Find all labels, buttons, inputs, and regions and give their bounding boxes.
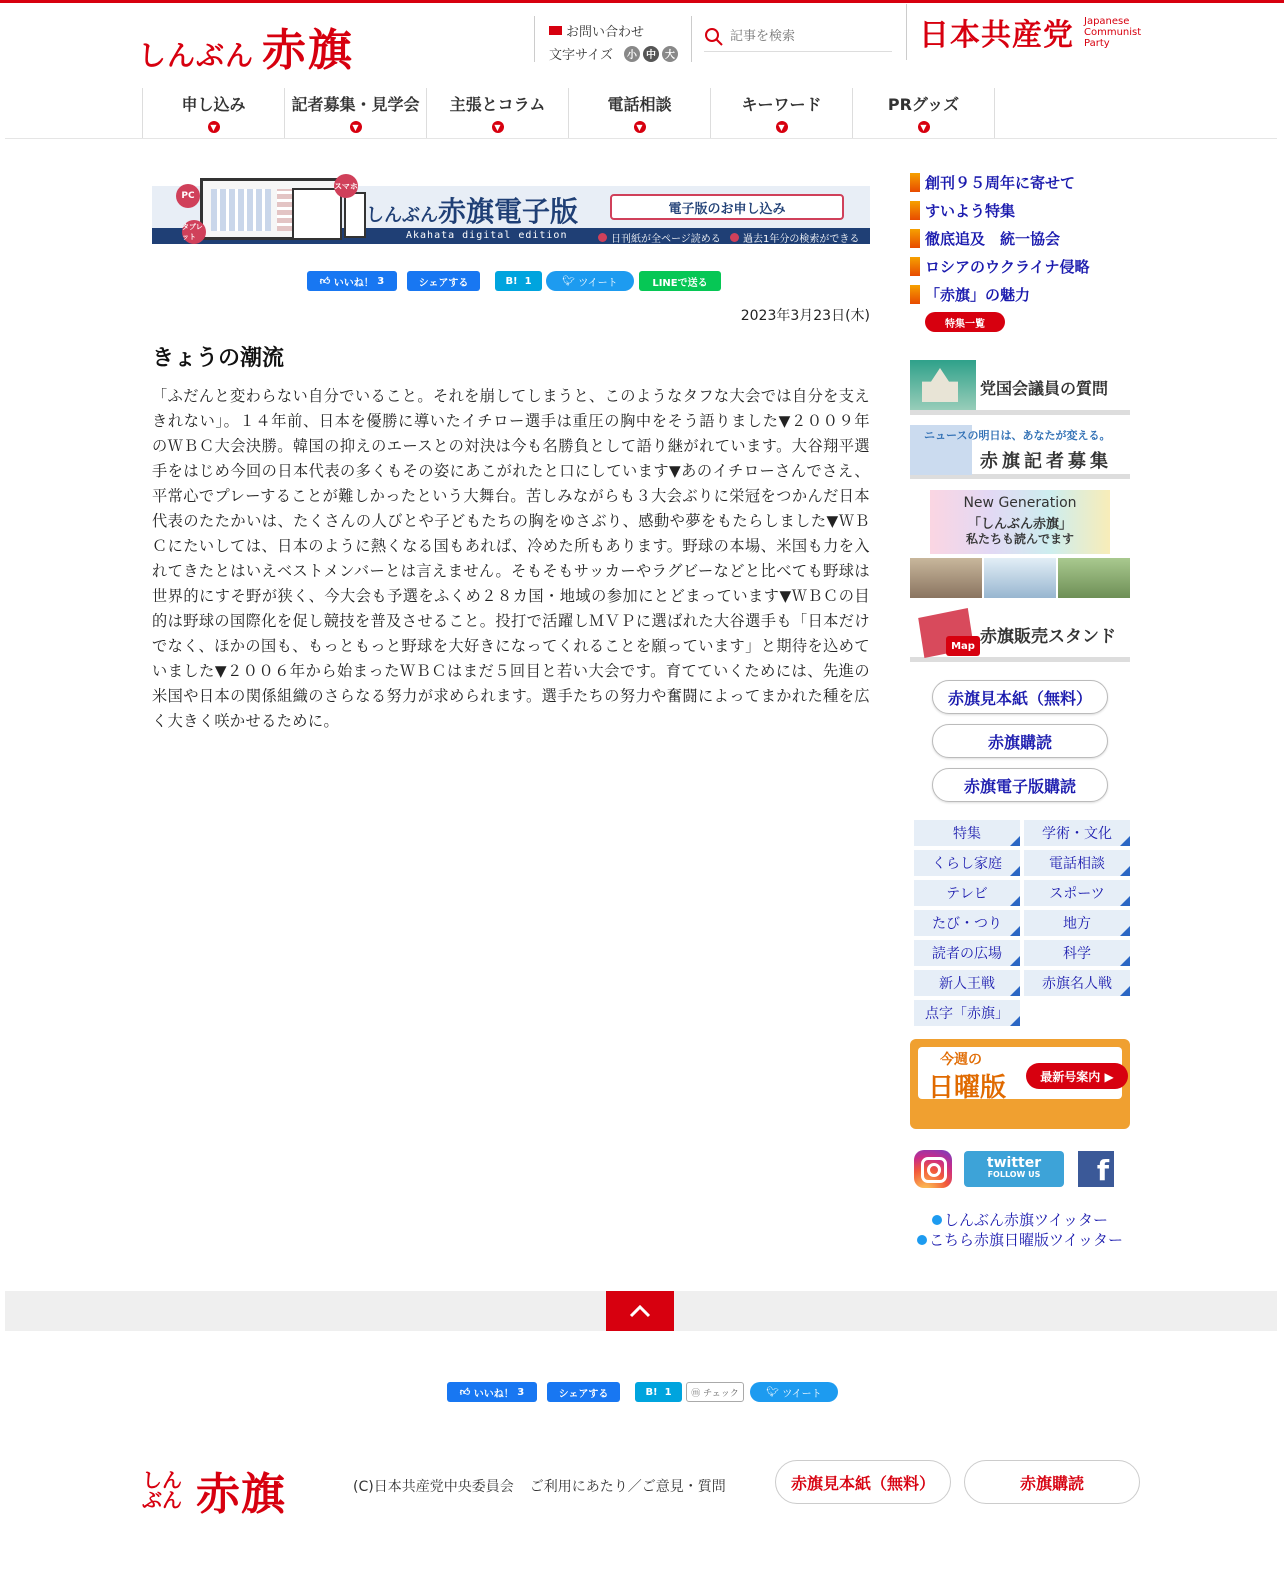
header-divider bbox=[5, 138, 1277, 139]
akahata-twitter-link[interactable] bbox=[870, 1209, 1170, 1230]
chevron-down-icon: ▼ bbox=[634, 121, 646, 133]
digital-edition-banner[interactable] bbox=[152, 176, 870, 244]
facebook-share-button[interactable]: シェアする bbox=[407, 271, 480, 291]
banner-title-small: しんぶん bbox=[366, 205, 438, 226]
font-size-control bbox=[549, 44, 691, 63]
tweet-button[interactable] bbox=[546, 271, 634, 291]
recruit-label: 赤旗記者募集 bbox=[980, 451, 1112, 472]
nav-item-label: PRグッズ bbox=[887, 95, 960, 114]
category-link[interactable]: 学術・文化 bbox=[1024, 820, 1130, 846]
sunday-title: 日曜版 bbox=[928, 1073, 1007, 1103]
font-size-label: 文字サイズ bbox=[549, 48, 613, 63]
footer-share-bar bbox=[447, 1382, 838, 1402]
search-input[interactable] bbox=[730, 29, 880, 44]
thumbs-up-icon: 👍︎ bbox=[319, 276, 331, 287]
feature-bar-icon bbox=[910, 257, 920, 276]
feature-bar-icon bbox=[910, 229, 920, 248]
new-gen-line3: 私たちも読んでます bbox=[965, 532, 1074, 546]
banner-feature bbox=[730, 230, 859, 245]
twitter-follow-button[interactable] bbox=[964, 1151, 1064, 1187]
nav-item-phone-consult[interactable] bbox=[569, 88, 711, 138]
chevron-down-icon: ▼ bbox=[208, 121, 220, 133]
nav-item-label: 電話相談 bbox=[607, 95, 672, 114]
nav-item-label: キーワード bbox=[741, 95, 822, 114]
phone-image bbox=[344, 192, 366, 238]
category-link[interactable]: 特集 bbox=[914, 820, 1020, 846]
party-name: 日本共産党 bbox=[919, 18, 1074, 53]
party-english bbox=[1084, 16, 1141, 49]
bullet-icon bbox=[932, 1215, 942, 1225]
diet-questions-banner[interactable] bbox=[910, 360, 1130, 415]
feature-label: 徹底追及 統一協会 bbox=[925, 229, 1061, 248]
nav-item-label: 主張とコラム bbox=[449, 95, 546, 114]
twitter-bird-icon: 🐦︎ bbox=[766, 1386, 779, 1398]
new-gen-line2: 「しんぶん赤旗」 bbox=[967, 517, 1072, 532]
tweet-button[interactable] bbox=[750, 1382, 838, 1402]
font-size-large-button[interactable]: 大 bbox=[662, 46, 678, 62]
category-link[interactable]: くらし家庭 bbox=[914, 850, 1020, 876]
party-en-line: Japanese bbox=[1084, 15, 1130, 27]
banner-feature bbox=[598, 230, 721, 245]
feature-link[interactable] bbox=[910, 168, 1130, 196]
banner-feature-text: 日刊紙が全ページ読める bbox=[611, 234, 721, 245]
category-link[interactable]: 科学 bbox=[1024, 940, 1130, 966]
chevron-down-icon: ▼ bbox=[350, 121, 362, 133]
hatena-label: B! bbox=[645, 1386, 658, 1398]
category-grid bbox=[914, 820, 1130, 1026]
smartphone-badge: スマホ bbox=[334, 174, 358, 198]
jcp-logo[interactable] bbox=[906, 4, 1146, 60]
feature-bar-icon bbox=[910, 201, 920, 220]
like-count: 3 bbox=[517, 1386, 525, 1398]
hatena-count: 1 bbox=[664, 1386, 672, 1398]
mixi-check-button[interactable] bbox=[686, 1382, 744, 1402]
tablet-image bbox=[292, 188, 342, 240]
recruit-tagline: ニュースの明日は、あなたが変える。 bbox=[924, 429, 1111, 442]
footer-logo-big: 赤旗 bbox=[196, 1469, 286, 1520]
font-size-medium-button[interactable]: 中 bbox=[643, 46, 659, 62]
article-date: 2023年3月23日(木) bbox=[740, 308, 870, 324]
reporter-recruit-banner[interactable] bbox=[910, 423, 1130, 479]
footer-sample-paper-button[interactable]: 赤旗見本紙（無料） bbox=[775, 1460, 951, 1504]
sunday-twitter-link[interactable] bbox=[870, 1229, 1170, 1250]
category-link[interactable]: 地方 bbox=[1024, 910, 1130, 936]
diet-questions-label: 党国会議員の質問 bbox=[980, 379, 1109, 398]
feature-label: すいよう特集 bbox=[925, 201, 1016, 220]
share-bar bbox=[307, 271, 721, 291]
facebook-share-button[interactable]: シェアする bbox=[547, 1382, 620, 1402]
category-link[interactable]: 新人王戦 bbox=[914, 970, 1020, 996]
footer-links[interactable]: ご利用にあたり／ご意見・質問 bbox=[529, 1479, 726, 1495]
logo-small-text: しんぶん bbox=[138, 39, 255, 72]
mail-icon bbox=[549, 26, 562, 35]
new-gen-line1: New Generation bbox=[963, 495, 1077, 511]
hatena-count: 1 bbox=[524, 275, 532, 287]
hatena-bookmark-button[interactable] bbox=[495, 271, 542, 291]
category-link[interactable]: たび・つり bbox=[914, 910, 1020, 936]
chevron-down-icon: ▼ bbox=[776, 121, 788, 133]
twitter-bird-icon: 🐦︎ bbox=[562, 275, 575, 287]
nav-item-recruit[interactable] bbox=[285, 88, 427, 138]
check-label: チェック bbox=[703, 1388, 739, 1399]
nav-item-keyword[interactable] bbox=[711, 88, 853, 138]
feature-label: 「赤旗」の魅力 bbox=[925, 285, 1031, 304]
global-nav bbox=[142, 88, 995, 138]
line-send-button[interactable]: LINEで送る bbox=[639, 271, 721, 291]
contact-link[interactable] bbox=[549, 21, 691, 40]
nav-item-label: 申し込み bbox=[181, 95, 246, 114]
readers-photos bbox=[910, 558, 1130, 598]
twitter-link-label: こちら赤旗日曜版ツイッター bbox=[929, 1231, 1123, 1249]
banner-title bbox=[366, 190, 578, 230]
category-link[interactable]: 赤旗名人戦 bbox=[1024, 970, 1130, 996]
mixi-icon: ⓜ bbox=[691, 1388, 701, 1399]
category-link[interactable]: 電話相談 bbox=[1024, 850, 1130, 876]
bullet-icon bbox=[917, 1235, 927, 1245]
feature-link[interactable] bbox=[910, 280, 1130, 308]
search-box bbox=[704, 22, 892, 52]
subscribe-button[interactable]: 赤旗購読 bbox=[932, 724, 1108, 758]
article-body: 「ふだんと変わらない自分でいること。それを崩してしまうと、このようなタフな大会では自分を支えきれない」。１４年前、日本を優勝に導いたイチロー選手は重圧の胸中をそう語りました▼２００９年のＷＢＣ大会決勝。韓国の抑えのエースとの対決は今も名勝負として語り継がれています。大谷翔平選手をはじめ今回の日本代表の多くもその姿にあこがれたと口にしています▼あのイチローさんでさえ、平常心でプレーすることが難しかったという大舞台。苦しみながらも３大会ぶりに栄冠をつかんだ日本代表のたたかいは、たくさんの人びとや子どもたちの胸をゆさぶり、感動や夢をもたらしました▼ＷＢＣにたいしては、日本のように熱くなる国もあれば、冷めた所もあります。野球の本場、米国も力を入れてきたとはいえベストメンバーとは言えません。そもそもサッカーやラグビーなどと比べても野球は世界的にすそ野が狭く、今大会も予選をふくめ２８カ国・地域の参加にとどまっています▼ＷＢＣの目的は野球の国際化を促し競技を普及させること。投打で活躍しＭＶＰに選ばれた大谷選手も「日本だけでなく、ほかの国も、もっともっと野球を大好きになってくれることを願っています」と期待を込めていました▼２００６年から始まったＷＢＣはまだ５回目と若い大会です。育てていくためには、先進の米国や日本の関係組織のさらなる努力が求められます。選手たちの努力や奮闘によってまかれた種を広く大きく咲かせるために。 bbox=[152, 387, 870, 730]
hatena-bookmark-button[interactable] bbox=[635, 1382, 682, 1402]
utility-box bbox=[534, 16, 692, 62]
thumbs-up-icon: 👍︎ bbox=[459, 1387, 471, 1398]
hatena-label: B! bbox=[505, 275, 518, 287]
contact-label: お問い合わせ bbox=[566, 25, 645, 40]
new-generation-banner[interactable] bbox=[910, 488, 1130, 598]
map-badge: Map bbox=[946, 636, 980, 656]
back-to-top-button[interactable] bbox=[606, 1291, 674, 1331]
chevron-down-icon: ▼ bbox=[918, 121, 930, 133]
feature-bar-icon bbox=[910, 285, 920, 304]
nav-item-pr-goods[interactable] bbox=[853, 88, 995, 138]
facebook-icon[interactable]: f bbox=[1078, 1151, 1114, 1187]
font-size-small-button[interactable]: 小 bbox=[624, 46, 640, 62]
feature-list bbox=[910, 168, 1130, 308]
twitter-logo-text: twitter bbox=[986, 1155, 1042, 1171]
search-icon[interactable] bbox=[704, 27, 724, 47]
footer-logo[interactable] bbox=[142, 1458, 286, 1522]
article-title: きょうの潮流 bbox=[152, 346, 285, 371]
like-label: いいね！ bbox=[473, 1388, 514, 1400]
site-logo[interactable] bbox=[138, 14, 355, 76]
features-all-button[interactable]: 特集一覧 bbox=[925, 312, 1005, 332]
party-en-line: Communist bbox=[1084, 26, 1142, 38]
nav-item-columns[interactable] bbox=[427, 88, 569, 138]
sunday-this-week: 今週の bbox=[940, 1052, 982, 1068]
copyright: (C)日本共産党中央委員会 bbox=[353, 1479, 514, 1495]
footer-text bbox=[353, 1476, 726, 1496]
nav-item-subscribe[interactable] bbox=[143, 88, 285, 138]
category-link[interactable]: 点字「赤旗」 bbox=[914, 1000, 1020, 1026]
facebook-like-button[interactable] bbox=[447, 1382, 537, 1402]
logo-big-text: 赤旗 bbox=[262, 25, 355, 76]
category-link[interactable]: 読者の広場 bbox=[914, 940, 1020, 966]
chevron-up-icon bbox=[629, 1304, 651, 1318]
feature-link[interactable] bbox=[910, 224, 1130, 252]
tweet-label: ツイート bbox=[782, 1388, 822, 1400]
banner-subtitle: Akahata digital edition bbox=[406, 230, 568, 241]
footer-subscribe-button[interactable]: 赤旗購読 bbox=[964, 1460, 1140, 1504]
footer-logo-small: しんぶん bbox=[142, 1468, 182, 1512]
sales-stand-banner[interactable] bbox=[910, 606, 1130, 662]
page-top-bar bbox=[5, 1291, 1277, 1331]
tablet-badge: タブレット bbox=[182, 220, 206, 244]
instagram-icon[interactable] bbox=[914, 1150, 952, 1188]
like-label: いいね！ bbox=[333, 277, 374, 289]
feature-label: 創刊９５周年に寄せて bbox=[925, 173, 1076, 192]
facebook-like-button[interactable] bbox=[307, 271, 397, 291]
banner-title-main: 赤旗電子版 bbox=[438, 195, 579, 228]
feature-bar-icon bbox=[910, 173, 920, 192]
sales-stand-label: 赤旗販売スタンド bbox=[980, 627, 1116, 647]
party-en-line: Party bbox=[1084, 37, 1110, 49]
follow-us-text: FOLLOW US bbox=[987, 1170, 1041, 1179]
feature-link[interactable] bbox=[910, 252, 1130, 280]
sunday-edition-banner[interactable] bbox=[910, 1039, 1130, 1129]
twitter-link-label: しんぶん赤旗ツイッター bbox=[944, 1211, 1108, 1229]
digital-apply-button[interactable]: 電子版のお申し込み bbox=[610, 194, 844, 220]
chevron-down-icon: ▼ bbox=[492, 121, 504, 133]
sns-links bbox=[914, 1150, 1114, 1188]
top-accent-line bbox=[0, 0, 1284, 3]
digital-subscribe-button[interactable]: 赤旗電子版購読 bbox=[932, 768, 1108, 802]
nav-item-label: 記者募集・見学会 bbox=[291, 95, 420, 114]
feature-link[interactable] bbox=[910, 196, 1130, 224]
banner-feature-text: 過去1年分の検索ができる bbox=[743, 234, 860, 245]
latest-issue-button[interactable]: 最新号案内 ▶ bbox=[1026, 1063, 1128, 1089]
sample-paper-button[interactable]: 赤旗見本紙（無料） bbox=[932, 680, 1108, 714]
category-link[interactable]: スポーツ bbox=[1024, 880, 1130, 906]
pc-badge: PC bbox=[176, 184, 200, 208]
tweet-label: ツイート bbox=[578, 277, 618, 289]
like-count: 3 bbox=[377, 275, 385, 287]
category-link[interactable]: テレビ bbox=[914, 880, 1020, 906]
feature-label: ロシアのウクライナ侵略 bbox=[925, 257, 1090, 276]
